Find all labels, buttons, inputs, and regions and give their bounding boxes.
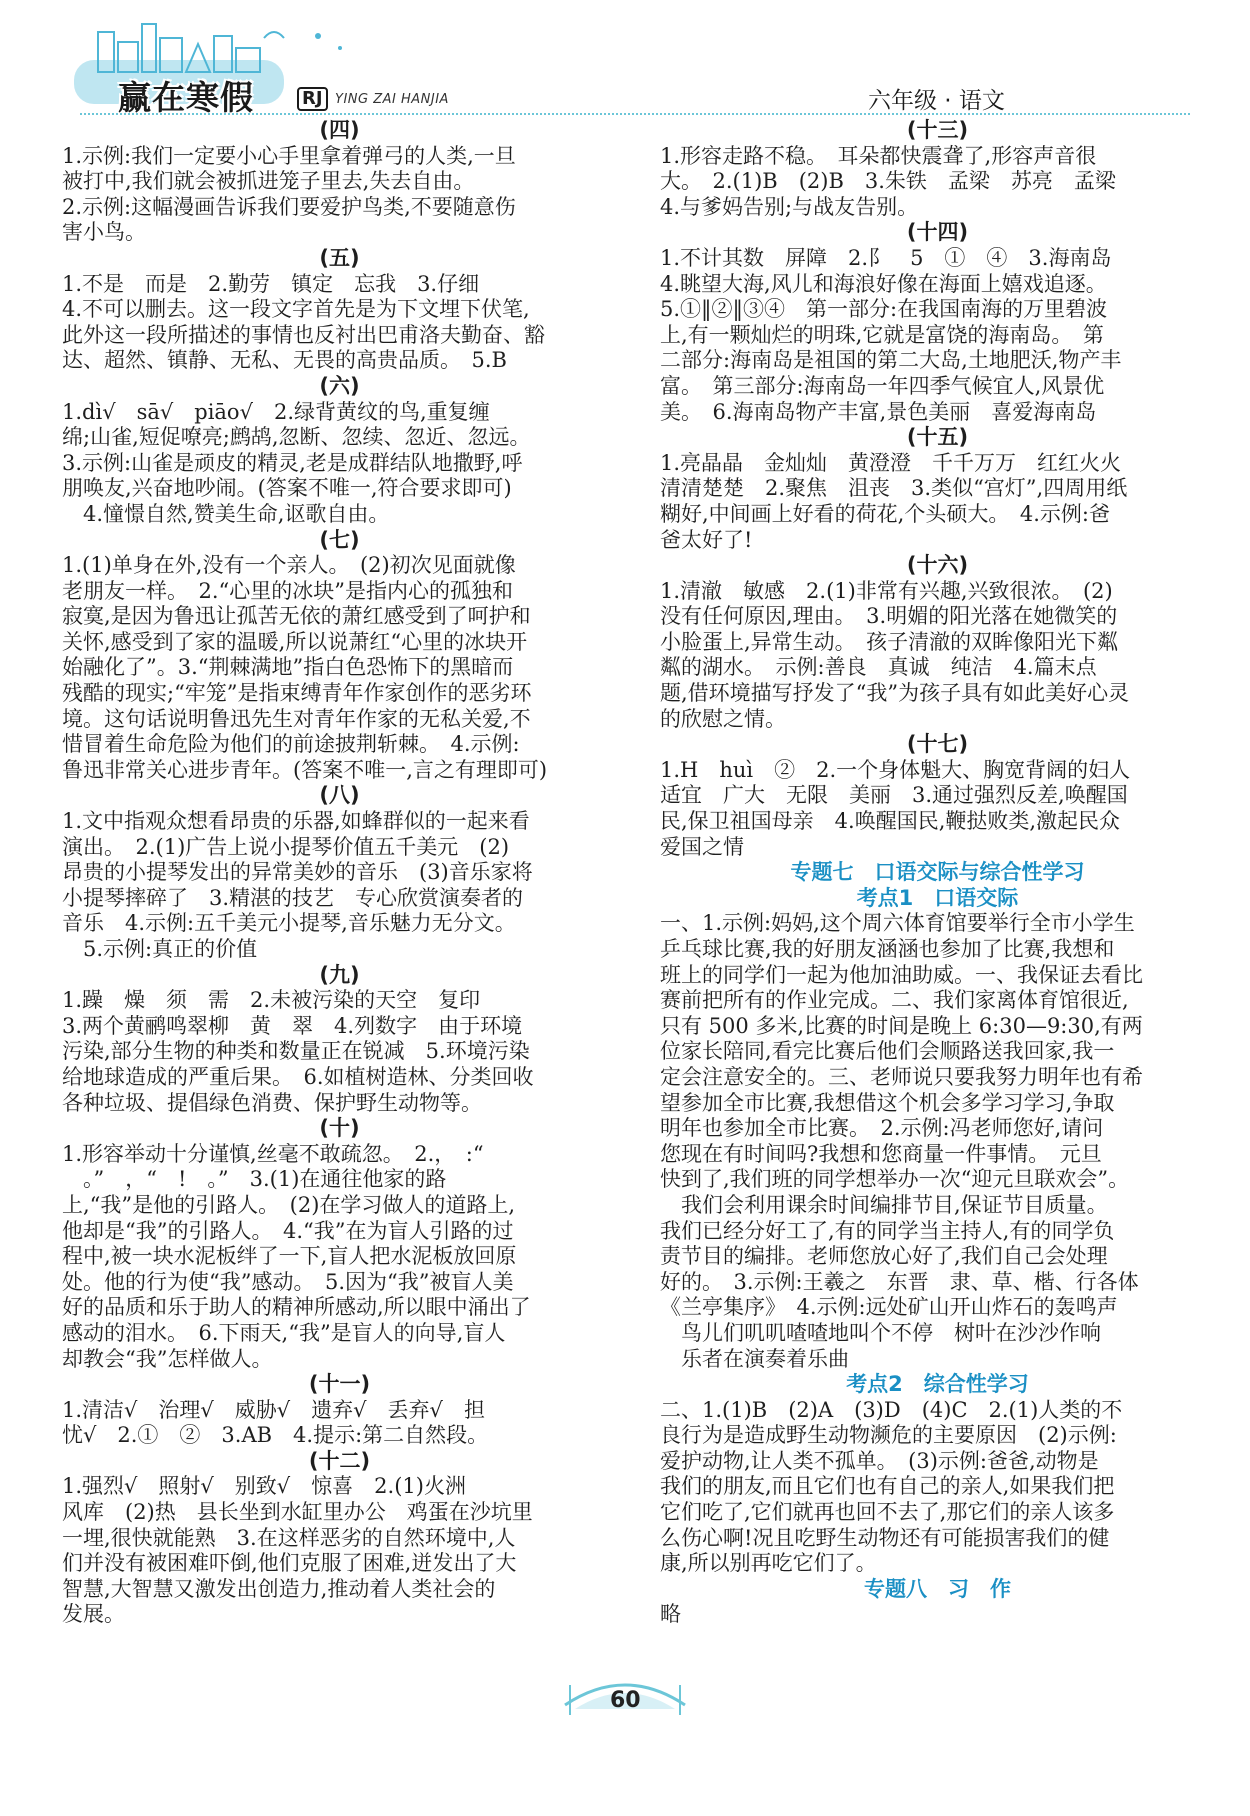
answer-line: 寂寞,是因为鲁迅让孤苦无依的萧红感受到了呵护和 — [62, 604, 531, 629]
brand-title: 赢在寒假 — [118, 78, 254, 117]
answer-line: 1.亮晶晶 金灿灿 黄澄澄 千千万万 红红火火 — [660, 450, 1122, 475]
answer-line: 1.形容举动十分谨慎,丝毫不敢疏忽。 2.， :“ — [62, 1141, 484, 1166]
answer-line: 1.示例:我们一定要小心手里拿着弹弓的人类,一旦 — [62, 143, 516, 168]
answer-line: 良行为是造成野生动物濒危的主要原因 (2)示例: — [660, 1423, 1117, 1448]
answer-line: 发展。 — [62, 1602, 125, 1627]
answer-line: 它们吃了,它们就再也回不去了,那它们的亲人该多 — [660, 1500, 1115, 1525]
answer-line: 4.眺望大海,风儿和海浪好像在海面上嬉戏追逐。 — [660, 271, 1107, 296]
answer-line: 处。他的行为使“我”感动。 5.因为“我”被盲人美 — [62, 1269, 514, 1294]
left-answer-column — [62, 118, 617, 1628]
answer-line: 位家长陪同,看完比赛后他们会顺路送我回家,我一 — [660, 1039, 1115, 1064]
answer-line: 没有任何原因,理由。 3.明媚的阳光落在她微笑的 — [660, 604, 1118, 629]
answer-line: 程中,被一块水泥板绊了一下,盲人把水泥板放回原 — [62, 1244, 517, 1269]
answer-line: 爱国之情 — [660, 834, 744, 859]
answer-line: 4.不可以删去。这一段文字首先是为下文埋下伏笔, — [62, 297, 530, 322]
answer-line: 此外这一段所描述的事情也反衬出巴甫洛夫勤奋、豁 — [62, 322, 545, 347]
answer-line: 一埋,很快就能熟 3.在这样恶劣的自然环境中,人 — [62, 1525, 516, 1550]
answer-line: 智慧,大智慧又激发出创造力,推动着人类社会的 — [62, 1576, 496, 1601]
answer-line: 粼的湖水。 示例:善良 真诚 纯洁 4.篇末点 — [660, 655, 1097, 680]
answer-line: 小脸蛋上,异常生动。 孩子清澈的双眸像阳光下粼 — [660, 629, 1119, 654]
answer-line: 望参加全市比赛,我想借这个机会多学习学习,争取 — [660, 1090, 1115, 1115]
answer-line: 演出。 2.(1)广告上说小提琴价值五千美元 (2) — [62, 834, 510, 859]
answer-line: 责节目的编排。老师您放心好了,我们自己会处理 — [660, 1244, 1108, 1269]
grade-subject: 六年级 · 语文 — [868, 88, 1005, 114]
section-title: (十) — [319, 1116, 360, 1141]
section-title: (六) — [319, 373, 360, 398]
answer-line: 清清楚楚 2.聚焦 沮丧 3.类似“宫灯”,四周用纸 — [660, 476, 1128, 501]
section-title: (八) — [319, 783, 360, 808]
answer-line: 爸太好了! — [660, 527, 753, 552]
topic-heading: 考点2 综合性学习 — [846, 1372, 1029, 1397]
answer-line: 民,保卫祖国母亲 4.唤醒国民,鞭挞败类,激起民众 — [660, 809, 1121, 834]
answer-line: 忧√ 2.① ② 3.AB 4.提示:第二自然段。 — [62, 1423, 489, 1448]
answer-line: 小提琴摔碎了 3.精湛的技艺 专心欣赏演奏者的 — [62, 885, 524, 910]
answer-line: 1.(1)单身在外,没有一个亲人。 (2)初次见面就像 — [62, 553, 516, 578]
answer-line: 么伤心啊!况且吃野生动物还有可能损害我们的健 — [660, 1525, 1110, 1550]
answer-line: 他却是“我”的引路人。 4.“我”在为盲人引路的过 — [62, 1218, 514, 1243]
answer-line: 3.两个黄鹂鸣翠柳 黄 翠 4.列数字 由于环境 — [62, 1013, 523, 1038]
answer-line: 只有 500 多米,比赛的时间是晚上 6:30—9:30,有两 — [660, 1013, 1143, 1038]
answer-line: 题,借环境描写抒发了“我”为孩子具有如此美好心灵 — [660, 681, 1130, 706]
answer-line: 们并没有被困难吓倒,他们克服了困难,迸发出了大 — [62, 1551, 517, 1576]
answer-line: 《兰亭集序》 4.示例:远处矿山开山炸石的轰鸣声 — [660, 1295, 1118, 1320]
answer-line: 却教会“我”怎样做人。 — [62, 1346, 273, 1371]
answer-line: 赛前把所有的作业完成。二、我们家离体育馆很近, — [660, 988, 1129, 1013]
section-title: (十五) — [906, 425, 969, 450]
answer-line: 。” ，“ ! 。” 3.(1)在通往他家的路 — [62, 1167, 447, 1192]
answer-line: 达、超然、镇静、无私、无畏的高贵品质。 5.B — [62, 348, 507, 373]
answer-line: 富。 第三部分:海南岛一年四季气候宜人,风景优 — [660, 373, 1105, 398]
answer-line: 糊好,中间画上好看的荷花,个头硕大。 4.示例:爸 — [660, 501, 1110, 526]
answer-line: 大。 2.(1)B (2)B 3.朱铁 孟梁 苏亮 孟梁 — [660, 169, 1116, 194]
page-number: 60 — [610, 1688, 641, 1713]
answer-line: 上,有一颗灿烂的明珠,它就是富饶的海南岛。 第 — [660, 322, 1104, 347]
section-title: (九) — [319, 962, 360, 987]
right-answer-column — [660, 118, 1215, 1628]
answer-line: 1.dì√ sā√ piāo√ 2.绿背黄纹的鸟,重复缠 — [62, 399, 490, 424]
answer-line: 1.躁 燥 须 需 2.未被污染的天空 复印 — [62, 988, 481, 1013]
answer-line: 风库 (2)热 县长坐到水缸里办公 鸡蛋在沙坑里 — [62, 1500, 533, 1525]
answer-line: 2.示例:这幅漫画告诉我们要爱护鸟类,不要随意伤 — [62, 194, 516, 219]
section-title: (十七) — [906, 732, 969, 757]
section-title: (十三) — [906, 118, 969, 142]
answer-line: 您现在有时间吗?我想和您商量一件事情。 元旦 — [660, 1141, 1102, 1166]
answer-line: 鲁迅非常关心进步青年。(答案不唯一,言之有理即可) — [62, 757, 548, 782]
answer-line: 美。 6.海南岛物产丰富,景色美丽 喜爱海南岛 — [660, 399, 1097, 424]
answer-line: 朋唤友,兴奋地吵闹。(答案不唯一,符合要求即可) — [62, 476, 512, 501]
answer-line: 感动的泪水。 6.下雨天,“我”是盲人的向导,盲人 — [62, 1320, 506, 1345]
answer-line: 1.形容走路不稳。 耳朵都快震聋了,形容声音很 — [660, 143, 1097, 168]
answer-line: 5.①‖②‖③④ 第一部分:在我国南海的万里碧波 — [660, 297, 1108, 322]
answer-line: 好的品质和乐于助人的精神所感动,所以眼中涌出了 — [62, 1295, 531, 1320]
answer-line: 残酷的现实;“牢笼”是指束缚青年作家创作的恶劣环 — [62, 681, 532, 706]
answer-line: 1.强烈√ 照射√ 别致√ 惊喜 2.(1)火洲 — [62, 1474, 466, 1499]
answer-line: 关怀,感受到了家的温暖,所以说萧红“心里的冰块开 — [62, 629, 528, 654]
answer-line: 我们会利用课余时间编排节目,保证节目质量。 — [660, 1192, 1108, 1217]
answer-line: 音乐 4.示例:五千美元小提琴,音乐魅力无分文。 — [62, 911, 516, 936]
answer-line: 老朋友一样。 2.“心里的冰块”是指内心的孤独和 — [62, 578, 514, 603]
answer-line: 惜冒着生命危险为他们的前途披荆斩棘。 4.示例: — [62, 732, 520, 757]
answer-line: 绵;山雀,短促嘹亮;鹧鸪,忽断、忽续、忽近、忽远。 — [62, 425, 531, 450]
answer-line: 一、1.示例:妈妈,这个周六体育馆要举行全市小学生 — [660, 911, 1135, 936]
answer-line: 1.清澈 敏感 2.(1)非常有兴趣,兴致很浓。 (2) — [660, 578, 1113, 603]
answer-line: 二、1.(1)B (2)A (3)D (4)C 2.(1)人类的不 — [660, 1397, 1123, 1422]
topic-heading: 考点1 口语交际 — [856, 885, 1019, 910]
answer-line: 我们的朋友,而且它们也有自己的亲人,如果我们把 — [660, 1474, 1115, 1499]
answer-line: 1.清洁√ 治理√ 威胁√ 遗弃√ 丢弃√ 担 — [62, 1397, 485, 1422]
answer-line: 1.不计其数 屏障 2.阝 5 ① ④ 3.海南岛 — [660, 245, 1112, 270]
answer-line: 4.憧憬自然,赞美生命,讴歌自由。 — [62, 501, 390, 526]
answer-line: 始融化了”。3.“荆棘满地”指白色恐怖下的黑暗而 — [62, 655, 514, 680]
answer-line: 5.示例:真正的价值 — [62, 937, 258, 961]
topic-heading: 专题七 口语交际与综合性学习 — [790, 860, 1085, 885]
answer-line: 昂贵的小提琴发出的异常美妙的音乐 (3)音乐家将 — [62, 860, 533, 885]
answer-line: 4.与爹妈告别;与战友告别。 — [660, 194, 919, 219]
section-title: (四) — [319, 118, 360, 142]
answer-line: 乐者在演奏着乐曲 — [660, 1346, 849, 1371]
section-title: (十四) — [906, 220, 969, 245]
answer-line: 二部分:海南岛是祖国的第二大岛,土地肥沃,物产丰 — [660, 348, 1122, 373]
answer-line: 班上的同学们一起为他加油助威。一、我保证去看比 — [660, 962, 1143, 987]
edition-badge: RJ — [297, 87, 328, 111]
answer-line: 明年也参加全市比赛。 2.示例:冯老师您好,请问 — [660, 1116, 1104, 1141]
answer-line: 3.示例:山雀是顽皮的精灵,老是成群结队地撒野,呼 — [62, 450, 523, 475]
answer-line: 我们已经分好工了,有的同学当主持人,有的同学负 — [660, 1218, 1115, 1243]
answer-line: 略 — [660, 1602, 681, 1627]
answer-line: 快到了,我们班的同学想举办一次“迎元旦联欢会”。 — [660, 1167, 1130, 1192]
section-title: (十一) — [308, 1372, 371, 1397]
answer-line: 好的。 3.示例:王羲之 东晋 隶、草、楷、行各体 — [660, 1269, 1139, 1294]
page-header — [0, 0, 1250, 130]
answer-line: 适宜 广大 无限 美丽 3.通过强烈反差,唤醒国 — [660, 783, 1128, 808]
answer-line: 境。这句话说明鲁迅先生对青年作家的无私关爱,不 — [62, 706, 531, 731]
section-title: (七) — [319, 527, 360, 552]
answer-line: 害小鸟。 — [62, 220, 146, 245]
section-title: (十二) — [308, 1448, 371, 1473]
answer-line: 定会注意安全的。三、老师说只要我努力明年也有希 — [660, 1064, 1143, 1089]
answer-line: 污染,部分生物的种类和数量正在锐减 5.环境污染 — [62, 1039, 530, 1064]
answer-line: 乒乓球比赛,我的好朋友涵涵也参加了比赛,我想和 — [660, 937, 1115, 961]
header-divider — [80, 113, 1190, 115]
answer-line: 上,“我”是他的引路人。 (2)在学习做人的道路上, — [62, 1192, 516, 1217]
answer-line: 康,所以别再吃它们了。 — [660, 1551, 877, 1576]
answer-line: 被打中,我们就会被抓进笼子里去,失去自由。 — [62, 169, 475, 194]
answer-line: 1.H huì ② 2.一个身体魁大、胸宽背阔的妇人 — [660, 757, 1131, 782]
answer-line: 给地球造成的严重后果。 6.如植树造林、分类回收 — [62, 1064, 534, 1089]
section-title: (十六) — [906, 553, 969, 578]
answer-line: 的欣慰之情。 — [660, 706, 786, 731]
topic-heading: 专题八 习 作 — [864, 1576, 1011, 1601]
answer-line: 鸟儿们叽叽喳喳地叫个不停 树叶在沙沙作响 — [660, 1320, 1101, 1345]
answer-line: 1.文中指观众想看昂贵的乐器,如蜂群似的一起来看 — [62, 809, 530, 834]
answer-line: 1.不是 而是 2.勤劳 镇定 忘我 3.仔细 — [62, 271, 480, 296]
section-title: (五) — [319, 245, 360, 270]
answer-line: 各种垃圾、提倡绿色消费、保护野生动物等。 — [62, 1090, 482, 1115]
brand-pinyin: YING ZAI HANJIA — [335, 92, 449, 107]
answer-line: 爱护动物,让人类不孤单。 (3)示例:爸爸,动物是 — [660, 1448, 1099, 1473]
